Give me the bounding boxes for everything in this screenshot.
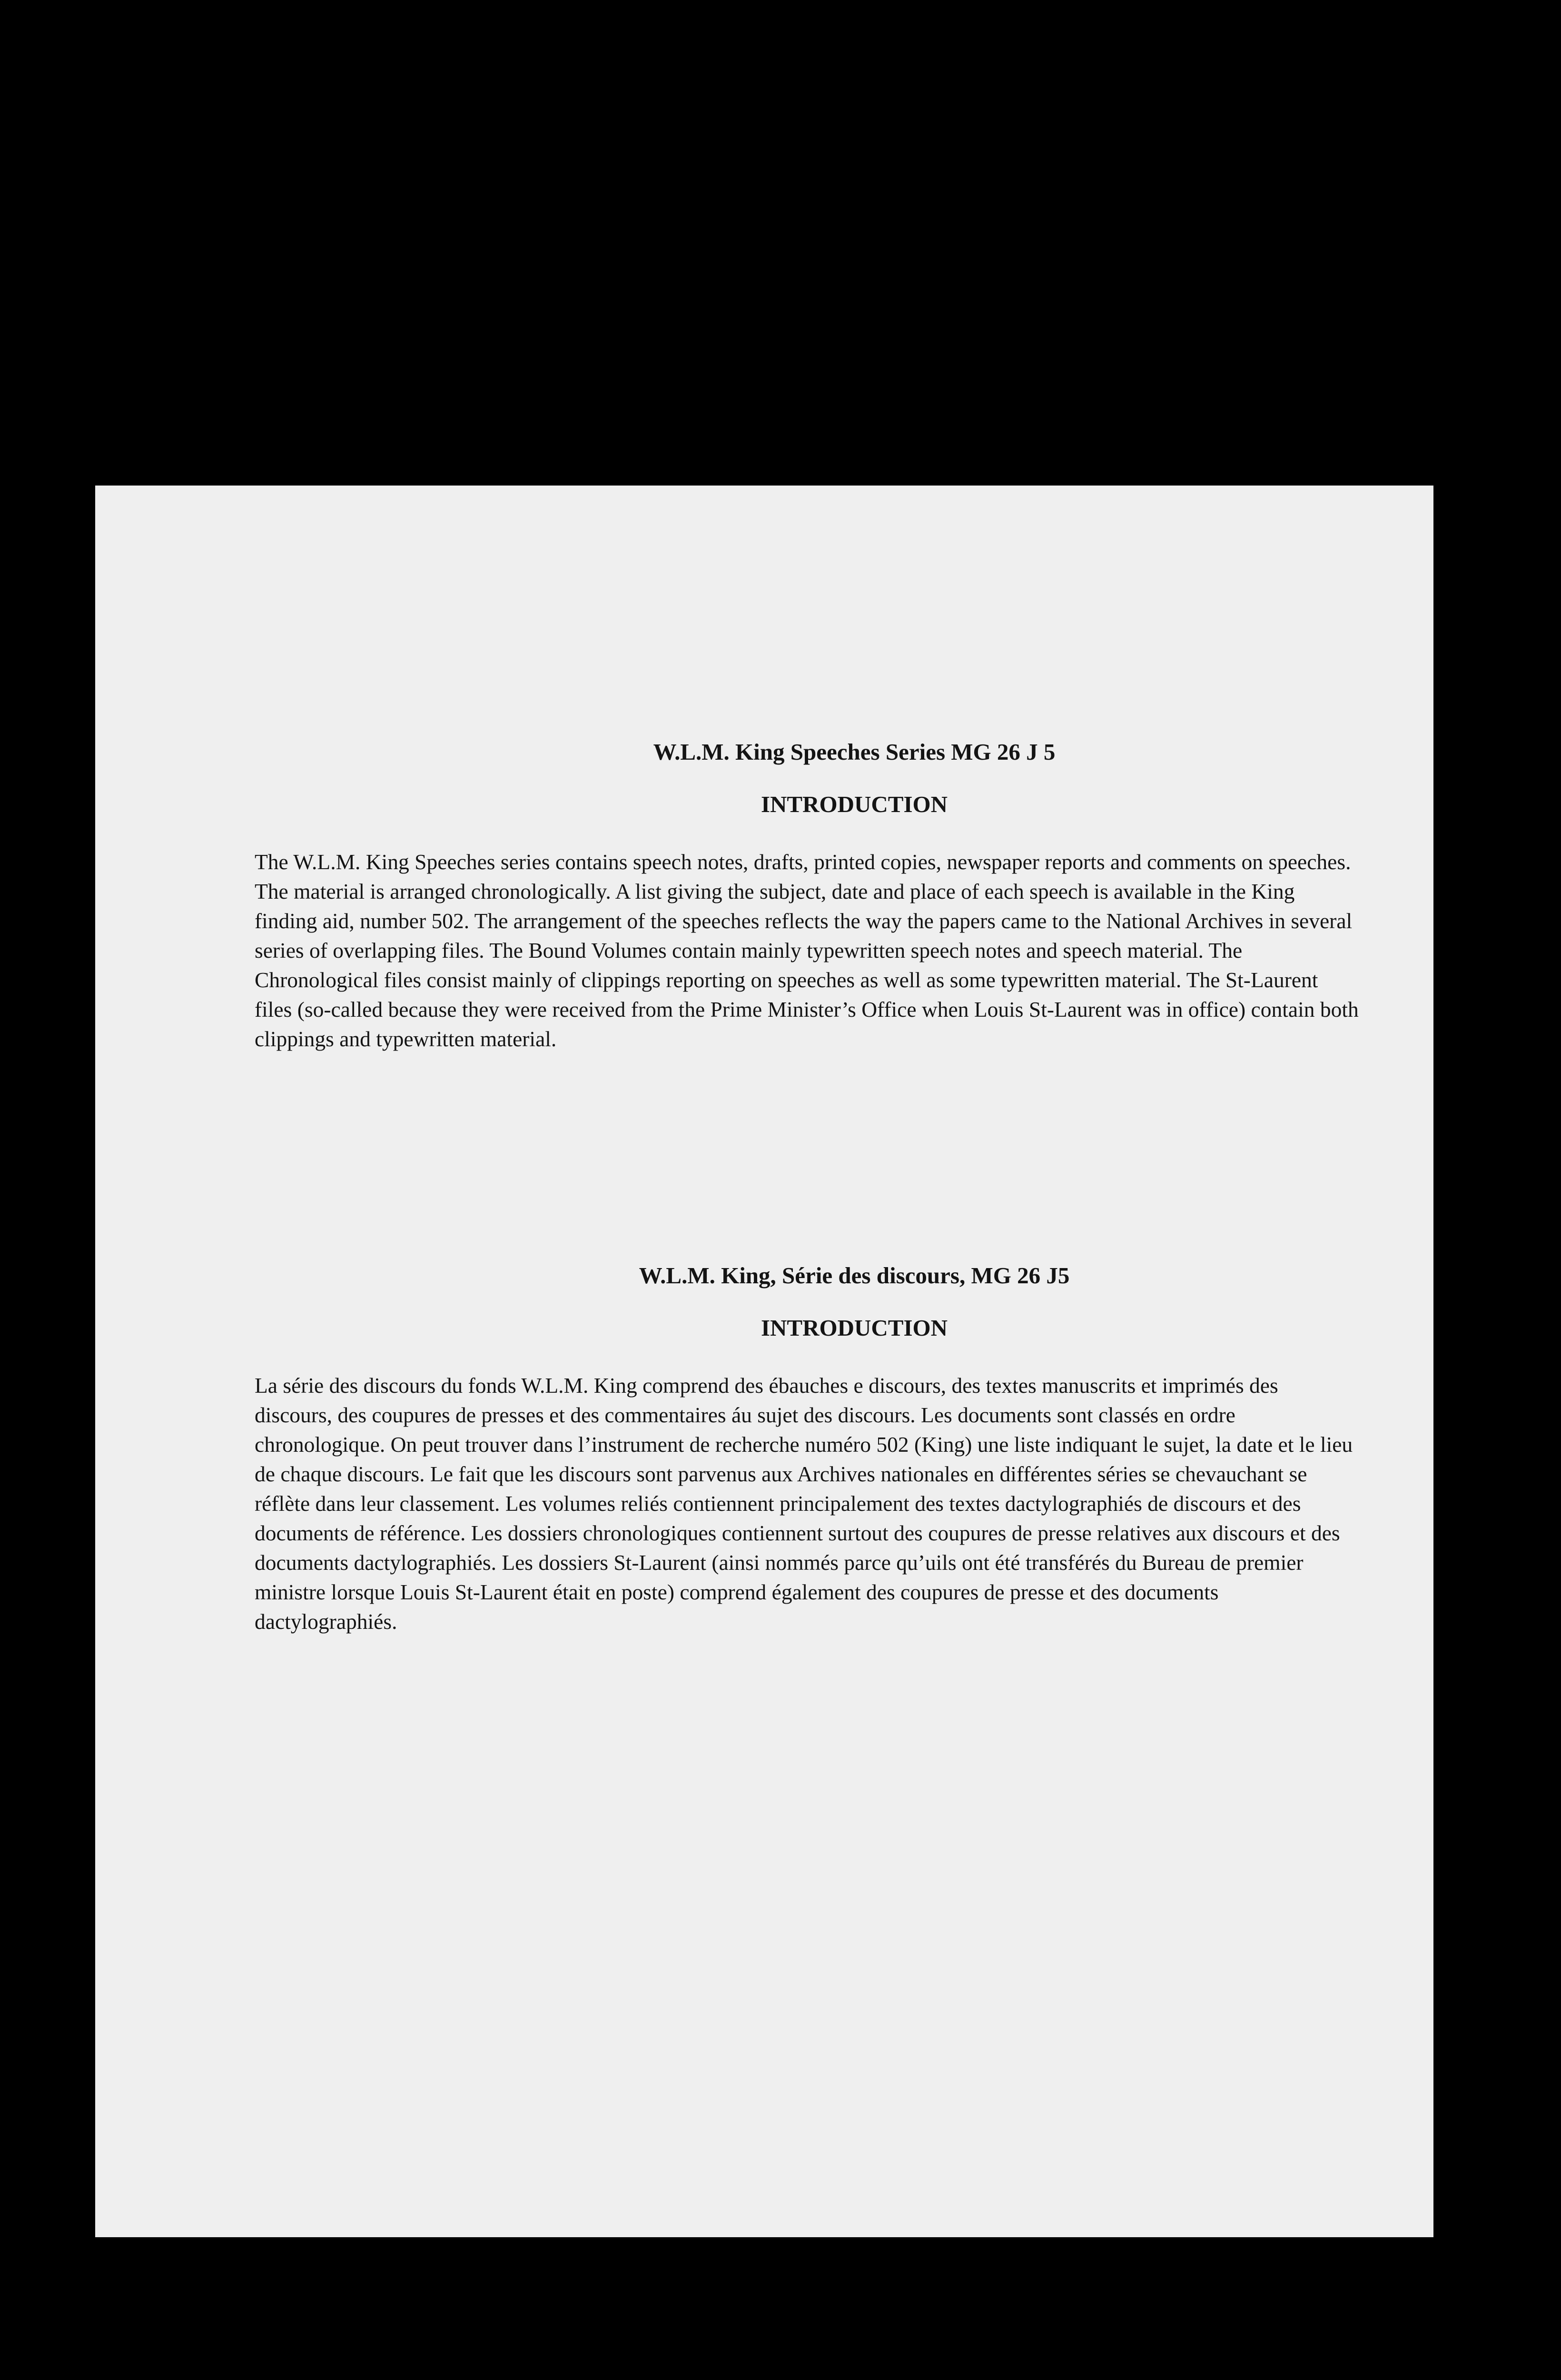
french-section (255, 1261, 1359, 1636)
english-title: W.L.M. King Speeches Series MG 26 J 5 (653, 739, 1056, 765)
french-subtitle: INTRODUCTION (761, 1315, 948, 1341)
english-section (255, 738, 1359, 1054)
english-subtitle: INTRODUCTION (761, 791, 948, 817)
document-page (95, 486, 1433, 2237)
french-body: La série des discours du fonds W.L.M. King comprend des ébauches e discours, des textes manuscrits et imprimés des discours, des coupures de presses et des commentaires áu sujet des discours. Les documents sont classés en ordre chronologique. On peut trouver dans l’instrument de recherche numéro 502 (King) une liste indiquant le sujet, la date et le lieu de chaque discours. Le fait que les discours sont parvenus aux Archives nationales en différentes séries se chevauchant se réflète dans leur classement. Les volumes reliés contiennent principalement des textes dactylographiés de discours et des documents de référence. Les dossiers chronologiques contiennent surtout des coupures de presse relatives aux discours et des documents dactylographiés. Les dossiers St-Laurent (ainsi nommés parce qu’uils ont été transférés du Bureau de premier ministre lorsque Louis St-Laurent était en poste) comprend également des coupures de presse et des documents dactylographiés. (255, 1373, 1353, 1634)
english-body: The W.L.M. King Speeches series contains speech notes, drafts, printed copies, newspaper reports and comments on speeches. The material is arranged chronologically. A list giving the subject, date and place of each speech is available in the King finding aid, number 502. The arrangement of the speeches reflects the way the papers came to the National Archives in several series of overlapping files. The Bound Volumes contain mainly typewritten speech notes and speech material. The Chronological files consist mainly of clippings reporting on speeches as well as some typewritten material. The St-Laurent files (so-called because they were received from the Prime Minister’s Office when Louis St-Laurent was in office) contain both clippings and typewritten material. (255, 850, 1359, 1051)
french-title: W.L.M. King, Série des discours, MG 26 J5 (639, 1262, 1070, 1289)
